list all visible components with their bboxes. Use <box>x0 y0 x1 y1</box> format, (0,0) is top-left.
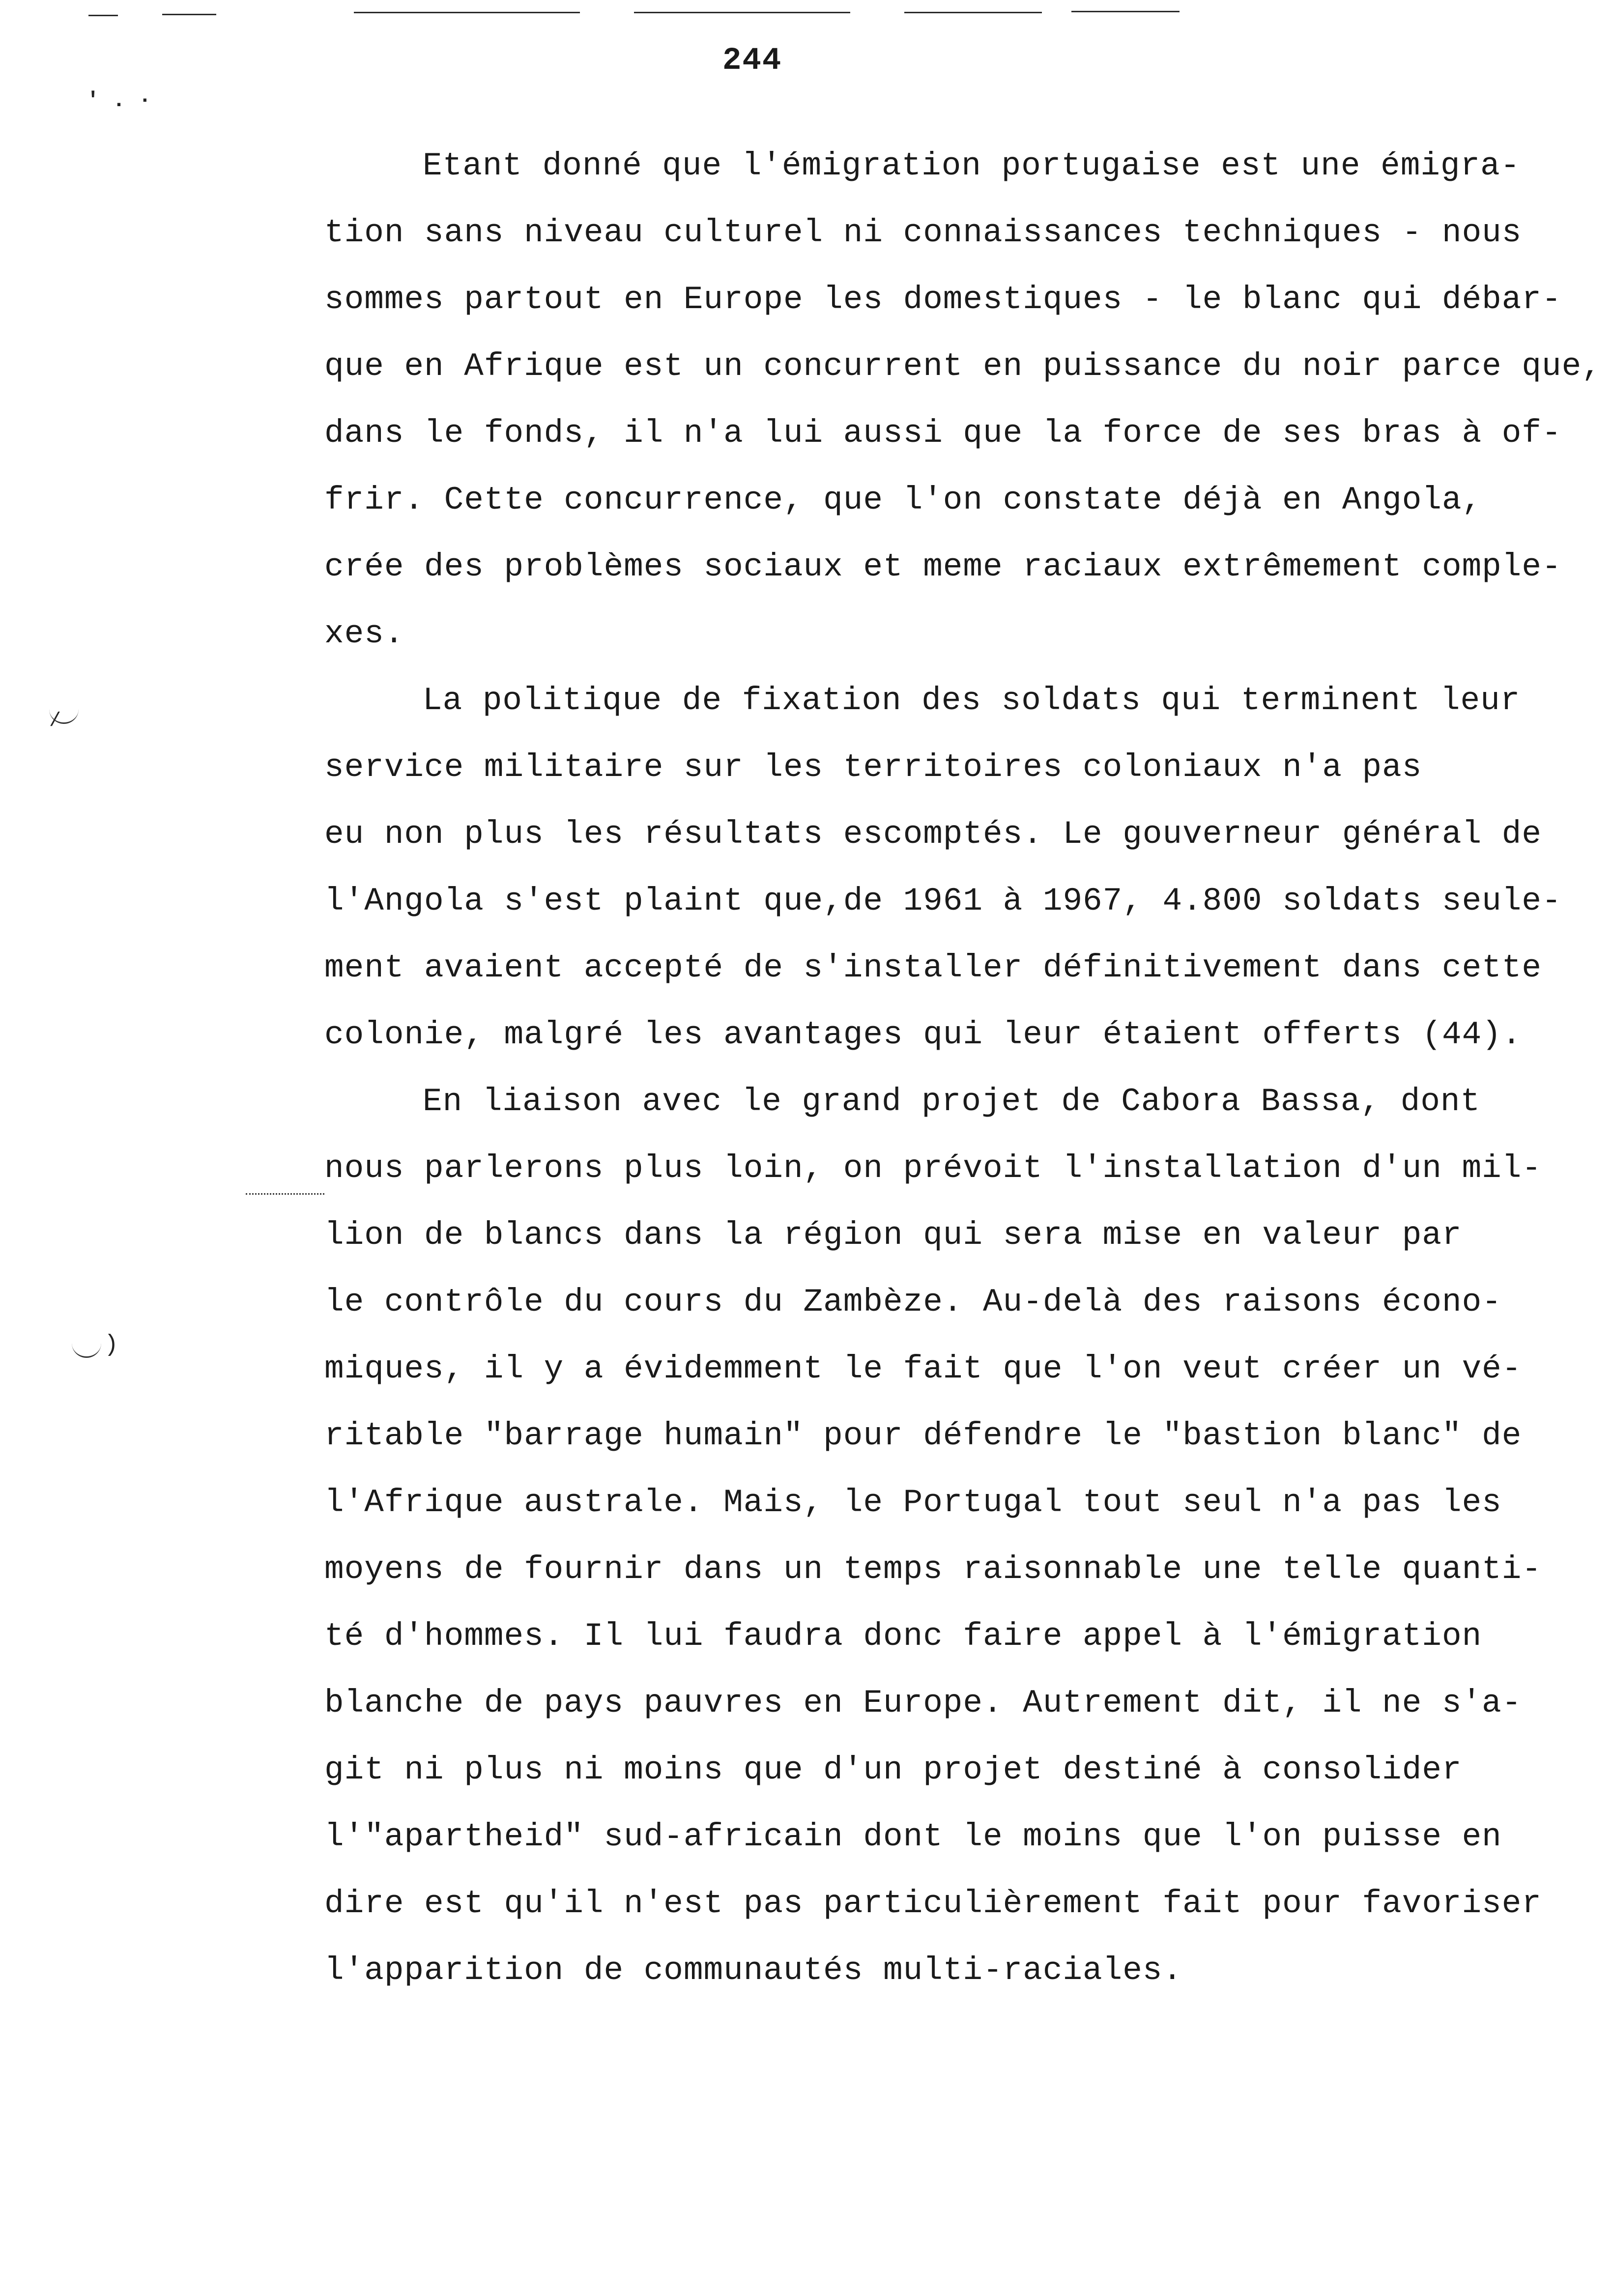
margin-mark-top: ' . · <box>86 88 152 113</box>
text-line: miques, il y a évidemment le fait que l'on veut créer un vé- <box>324 1350 1522 1387</box>
text-line: blanche de pays pauvres en Europe. Autrement dit, il ne s'a- <box>324 1685 1522 1722</box>
text-line: crée des problèmes sociaux et meme raciaux extrêmement comple- <box>324 548 1562 585</box>
paragraph <box>324 1068 1602 2004</box>
text-line: ment avaient accepté de s'installer définitivement dans cette <box>324 949 1542 986</box>
text-line: En liaison avec le grand projet de Cabora Bassa, dont <box>423 1083 1481 1120</box>
scan-rule <box>88 15 118 16</box>
margin-mark-paren: ) <box>104 1332 118 1358</box>
text-line: sommes partout en Europe les domestiques - le blanc qui débar- <box>324 281 1562 318</box>
paragraph <box>324 133 1602 667</box>
text-line: service militaire sur les territoires coloniaux n'a pas <box>324 749 1422 786</box>
margin-dotted-mark <box>246 1193 324 1195</box>
margin-curve-mark <box>72 1327 101 1358</box>
text-line: le contrôle du cours du Zambèze. Au-delà des raisons écono- <box>324 1284 1502 1320</box>
text-line: La politique de fixation des soldats qui terminent leur <box>423 682 1521 719</box>
text-line: ritable "barrage humain" pour défendre le "bastion blanc" de <box>324 1417 1522 1454</box>
text-line: xes. <box>324 615 404 652</box>
text-line: moyens de fournir dans un temps raisonnable une telle quanti- <box>324 1551 1542 1588</box>
body-text <box>324 133 1602 2004</box>
text-line: té d'hommes. Il lui faudra donc faire appel à l'émigration <box>324 1618 1482 1655</box>
scan-rule <box>634 12 850 13</box>
text-line: Etant donné que l'émigration portugaise est une émigra- <box>423 147 1521 184</box>
text-line: nous parlerons plus loin, on prévoit l'installation d'un mil- <box>324 1150 1542 1187</box>
paragraph <box>324 667 1602 1068</box>
text-line: frir. Cette concurrence, que l'on constate déjà en Angola, <box>324 482 1482 518</box>
scan-rule <box>904 12 1042 13</box>
text-line: lion de blancs dans la région qui sera mise en valeur par <box>324 1217 1462 1254</box>
text-line: l'"apartheid" sud-africain dont le moins que l'on puisse en <box>324 1818 1502 1855</box>
text-line: tion sans niveau culturel ni connaissances techniques - nous <box>324 214 1522 251</box>
text-line: l'Afrique australe. Mais, le Portugal tout seul n'a pas les <box>324 1484 1502 1521</box>
text-line: l'Angola s'est plaint que,de 1961 à 1967, 4.800 soldats seule- <box>324 883 1562 919</box>
text-line: l'apparition de communautés multi-raciales. <box>324 1952 1183 1989</box>
text-line: eu non plus les résultats escomptés. Le gouverneur général de <box>324 816 1542 853</box>
scan-rule <box>354 12 580 13</box>
scan-rule <box>1071 11 1180 12</box>
text-line: colonie, malgré les avantages qui leur étaient offerts (44). <box>324 1016 1522 1053</box>
text-line: dans le fonds, il n'a lui aussi que la force de ses bras à of- <box>324 415 1562 452</box>
text-line: git ni plus ni moins que d'un projet destiné à consolider <box>324 1751 1462 1788</box>
margin-mark-slash: / <box>49 710 61 732</box>
text-line: dire est qu'il n'est pas particulièrement fait pour favoriser <box>324 1885 1542 1922</box>
text-line: que en Afrique est un concurrent en puissance du noir parce que, <box>324 348 1602 385</box>
scan-rule <box>162 14 216 15</box>
page-number: 244 <box>722 43 782 79</box>
